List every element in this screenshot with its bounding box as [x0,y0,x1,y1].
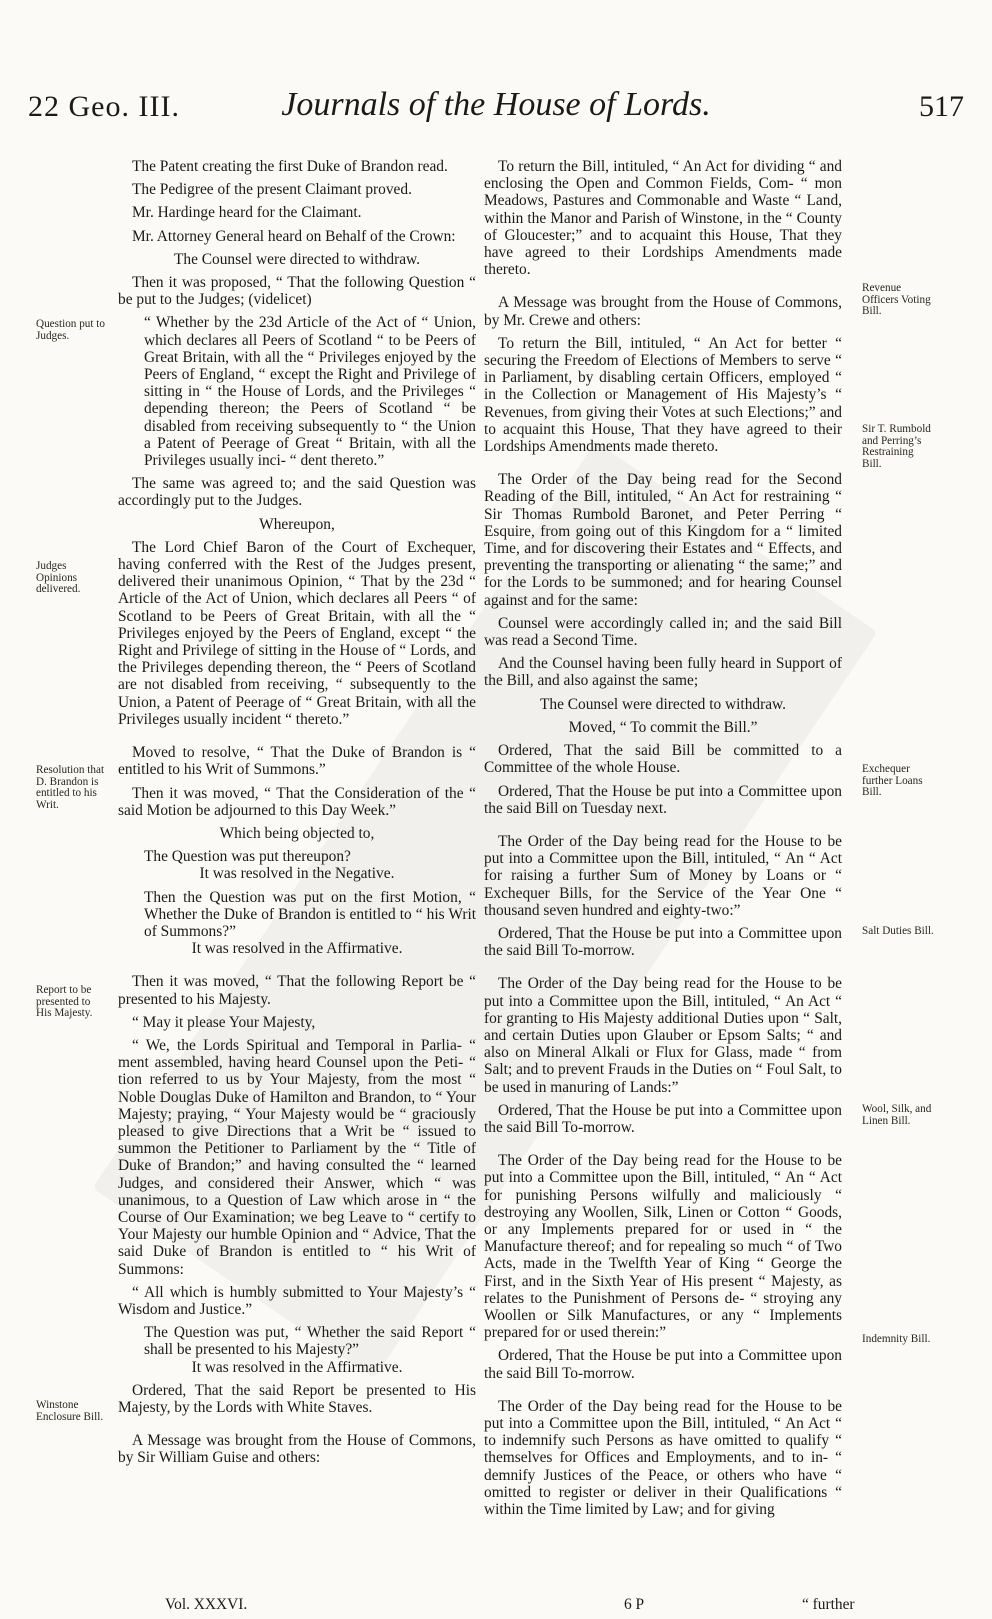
paragraph: It was resolved in the Affirmative. [191,1358,403,1376]
paragraph: Mr. Attorney General heard on Behalf of the Crown: [132,227,456,245]
signature-mark: 6 P [624,1596,645,1613]
paragraph: The Lord Chief Baron of the Court of Exchequer, having conferred with the Rest of the Judges present, delivered their unanimous Opinion, “ That by the 23d “ Article of the Act of Union, which declares all Peers “ of Scotland to be Peers of Great Britain, with all the “ Privileges enjoyed by the Peers of England, except “ the Right and Privilege of sitting in the House of “ Lords, and the Privileges depending thereon, the “ Peers of Scotland are not disabled from receiving, “ subsequently to the Union, a Patent of Peerage of “ Great Britain, with all the Privileges usually incident “ thereto.” [118,538,476,728]
paragraph: Moved, “ To commit the Bill.” [568,718,758,736]
paragraph: Then it was proposed, “ That the following Question “ be put to the Judges; (videlicet) [118,274,476,309]
paragraph: The Order of the Day being read for the Second Reading of the Bill, intituled, “ An Act for restraining “ Sir Thomas Rumbold Baronet, and Peter Perring “ Esquire, from going out of this Kingdom for a “ limited Time, and for discovering their Estates and “ Effects, and preventing the transporting or alienating “ the same;” and for the Lords to be summoned; and for hearing Counsel against and for the same: [484,471,842,609]
paragraph: The Order of the Day being read for the House to be put into a Committee upon the Bill, intituled, “ An Act “ for granting to His Majesty additional Duties upon “ Salt, and certain Duties upon Glauber or Epsom Salts; “ and also on Mineral Alkali or Flux for Glass, made “ from Salt; and to prevent Frauds in the Duties on “ Foul Salt, to be used in manuring of Lands:” [484,975,842,1096]
paragraph: The Order of the Day being read for the House to be put into a Committee upon the Bill, intituled, “ An “ Act for punishing Persons wilfully and maliciously “ destroying any Woollen, Silk, Linen or Cotton “ Goods, or any Implements prepared for or used in “ the Manufacture thereof; and for repealing so much “ of Two Acts, made in the Twelfth Year of King “ George the First, and in the Sixth Year of His present “ Majesty, as relates to the Punishment of Persons de- “ stroying any Woollen or Silk Manufactures, or any “ Implements prepared for or used therein:” [484,1152,842,1342]
paragraph: The same was agreed to; and the said Question was accordingly put to the Judges. [118,475,476,510]
paragraph: A Message was brought from the House of Commons, by Sir William Guise and others: [118,1432,476,1467]
paragraph: The Counsel were directed to withdraw. [173,250,421,268]
paragraph: The Patent creating the first Duke of Brandon read. [132,158,448,175]
margin-note: Report to be presented to His Majesty. [36,984,93,1019]
margin-note: Resolution that D. Brandon is entitled to his Writ. [36,764,105,811]
margin-note: Exchequer further Loans Bill. [862,763,923,798]
paragraph: The Order of the Day being read for the House to be put into a Committee upon the Bill, intituled, “ An Act “ to indemnify such Persons as have omitted to qualify “ themselves for Offices and Employments, and to in- “ demnify Justices of the Peace, or others who have “ omitted to register or deliver in their Qualifications “ within the Time limited by Law; and for giving [484,1397,842,1519]
paragraph: The Question was put, “ Whether the said Report “ shall be presented to his Majesty?” [144,1324,476,1359]
paragraph: To return the Bill, intituled, “ An Act for better “ securing the Freedom of Elections of Members to serve “ in Parliament, by disabling certain Officers, employed “ in the Collection or Management of His Majesty’s “ Revenues, from giving their Votes at such Elections;” and to acquaint this House, That they have agreed to their Lordships Amendments made thereto. [484,334,842,456]
order-paragraph: Ordered, That the House be put into a Committee upon the said Bill on Tuesday next. [484,782,842,817]
paragraph: “ All which is humbly submitted to Your Majesty’s “ Wisdom and Justice.” [118,1283,476,1318]
paragraph: The Order of the Day being read for the House to be put into a Committee upon the Bill, intituled, “ An “ Act for raising a further Sum of Money by Loans or “ Exchequer Bills, for the Service of the Year One “ thousand seven hundred and eighty-two:” [484,832,842,919]
right-column [484,158,842,1524]
paragraph: Moved to resolve, “ That the Duke of Brandon is “ entitled to his Writ of Summons.” [118,744,476,779]
margin-note: Wool, Silk, and Linen Bill. [862,1103,932,1127]
paragraph: Then it was moved, “ That the following Report be “ presented to his Majesty. [118,973,476,1008]
paragraph: The Counsel were directed to withdraw. [539,695,787,713]
paragraph: It was resolved in the Affirmative. [191,940,403,958]
left-column [118,158,476,1473]
paragraph: Which being objected to, [219,824,375,842]
catchword: “ further [802,1596,855,1613]
margin-note: Judges Opinions delivered. [36,560,81,595]
paragraph: “ May it please Your Majesty, [132,1013,316,1031]
margin-note: Sir T. Rumbold and Perring’s Restraining Bill. [862,423,931,470]
page-header [28,86,964,136]
paragraph: It was resolved in the Negative. [199,865,395,883]
paragraph: Then the Question was put on the first Motion, “ Whether the Duke of Brandon is entitled to “ his Writ of Summons?” [144,888,476,940]
paragraph: The Question was put thereupon? [144,848,351,866]
paragraph: Mr. Hardinge heard for the Claimant. [132,204,362,222]
margin-note: Salt Duties Bill. [862,925,934,937]
margin-note: Revenue Officers Voting Bill. [862,282,931,317]
order-paragraph: Ordered, That the House be put into a Committee upon the said Bill To-morrow. [484,924,842,960]
paragraph: The Pedigree of the present Claimant proved. [132,181,412,199]
paragraph: And the Counsel having been fully heard in Support of the Bill, and also against the same; [484,655,842,690]
regnal-year: 22 Geo. III. [28,90,180,123]
volume-number: Vol. XXXVI. [165,1596,248,1613]
paragraph: A Message was brought from the House of Commons, by Mr. Crewe and others: [484,294,842,329]
margin-note: Question put to Judges. [36,318,105,342]
paragraph: Then it was moved, “ That the Consideration of the “ said Motion be adjourned to this Day Week.” [118,784,476,819]
order-paragraph: Ordered, That the House be put into a Committee upon the said Bill To-morrow. [484,1101,842,1136]
question-text: “ Whether by the 23d Article of the Act of “ Union, which declares all Peers of Scotland “ to be Peers of Great Britain, with all the “ Privileges enjoyed by the Peers of England, “ except the Right and Privilege of sitting in “ the House of Lords, and the Privileges “ depending thereon; the Peers of Scotland “ be disabled from receiving subsequently to “ the Union a Patent of Peerage of Great “ Britain, with all the Privileges usually inci- “ dent thereto.” [144,314,476,470]
margin-note: Winstone Enclosure Bill. [36,1399,104,1423]
order-paragraph: Ordered, That the said Bill be committed to a Committee of the whole House. [484,742,842,777]
paragraph: Counsel were accordingly called in; and the said Bill was read a Second Time. [484,614,842,650]
order-paragraph: Ordered, That the House be put into a Committee upon the said Bill To-morrow. [484,1347,842,1382]
page-number: 517 [919,90,964,123]
margin-note: Indemnity Bill. [862,1333,931,1345]
paragraph: To return the Bill, intituled, “ An Act for dividing “ and enclosing the Open and Common Fields, Com- “ mon Meadows, Pastures and Commonable and Waste “ Land, within the Manor and Parish of Winstone, in the “ County of Gloucester;” and to acquaint this House, That they have agreed to their Lordships Amendments made thereto. [484,158,842,279]
order-paragraph: Ordered, That the said Report be presented to His Majesty, by the Lords with White Staves. [118,1381,476,1416]
paragraph: Whereupon, [259,515,335,533]
report-text: “ We, the Lords Spiritual and Temporal in Parlia- “ ment assembled, having heard Counsel upon the Peti- “ tion referred to us by Your Majesty, from the most “ Noble Douglas Duke of Hamilton and Brandon, to “ Your Majesty; praying, “ Your Majesty would be “ graciously pleased to give Directions that a Writ be “ issued to summon the Petitioner to Parliament by the “ Title of Duke of Brandon;” and having consulted the “ learned Judges, and considered their Answer, which “ was unanimous, to a Question of Law which arose in “ the Course of Our Examination; we beg Leave to “ certify to Your Majesty our humble Opinion and “ Advice, That the said Duke of Brandon is entitled to “ his Writ of Summons: [118,1036,476,1278]
journal-title: Journals of the House of Lords. [281,86,711,123]
